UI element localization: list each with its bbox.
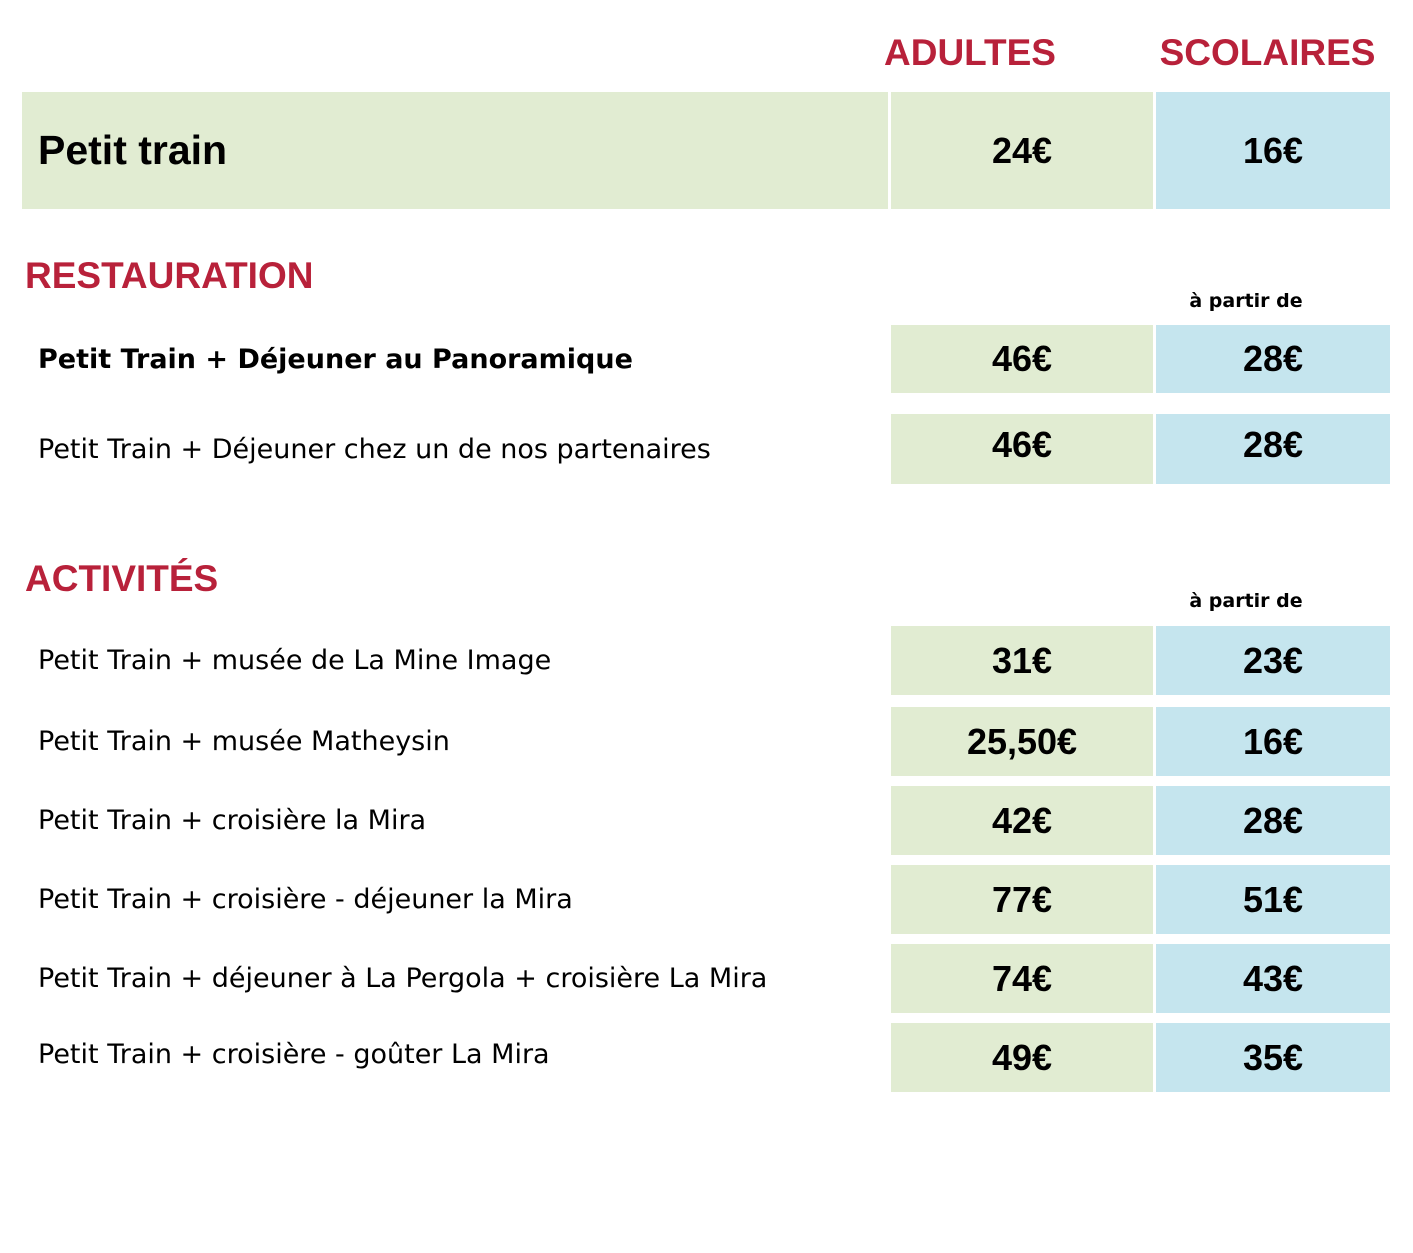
activite-row-adult-price: 42€ <box>891 786 1153 855</box>
restauration-row-label: Petit Train + Déjeuner chez un de nos partenaires <box>38 433 711 465</box>
restauration-row-label: Petit Train + Déjeuner au Panoramique <box>38 343 633 375</box>
column-header-schools: SCOLAIRES <box>1159 32 1376 73</box>
activite-row-adult-price: 49€ <box>891 1023 1153 1092</box>
activite-row-adult-price: 25,50€ <box>891 707 1153 776</box>
activite-row-label: Petit Train + croisière - goûter La Mira <box>38 1039 550 1070</box>
main-row-label: Petit train <box>38 127 228 173</box>
restauration-row-school-price: 28€ <box>1156 414 1390 484</box>
restauration-row-adult-price: 46€ <box>891 325 1153 393</box>
main-row-school-price: 16€ <box>1156 92 1390 209</box>
activite-row-school-price: 16€ <box>1156 707 1390 776</box>
column-header-adults: ADULTES <box>884 32 1056 73</box>
activite-row-label: Petit Train + croisière la Mira <box>38 805 427 836</box>
activite-row-label: Petit Train + déjeuner à La Pergola + croisière La Mira <box>38 963 768 994</box>
activite-row-adult-price: 77€ <box>891 865 1153 934</box>
section-title-restauration: RESTAURATION <box>25 255 314 296</box>
activite-row-label: Petit Train + musée de La Mine Image <box>38 645 552 676</box>
activite-row-school-price: 28€ <box>1156 786 1390 855</box>
activite-row-label: Petit Train + croisière - déjeuner la Mira <box>38 884 573 915</box>
activite-row-school-price: 43€ <box>1156 944 1390 1013</box>
activite-row-label: Petit Train + musée Matheysin <box>38 726 450 757</box>
restauration-row-school-price: 28€ <box>1156 325 1390 393</box>
activite-row-adult-price: 74€ <box>891 944 1153 1013</box>
activite-row-school-price: 23€ <box>1156 626 1390 695</box>
activite-row-school-price: 51€ <box>1156 865 1390 934</box>
activite-row-adult-price: 31€ <box>891 626 1153 695</box>
main-row-adult-price: 24€ <box>891 92 1153 209</box>
restauration-row-adult-price: 46€ <box>891 414 1153 484</box>
restauration-from-note: à partir de <box>1189 290 1303 312</box>
section-title-activites: ACTIVITÉS <box>25 558 219 599</box>
activites-from-note: à partir de <box>1189 590 1303 612</box>
activite-row-school-price: 35€ <box>1156 1023 1390 1092</box>
